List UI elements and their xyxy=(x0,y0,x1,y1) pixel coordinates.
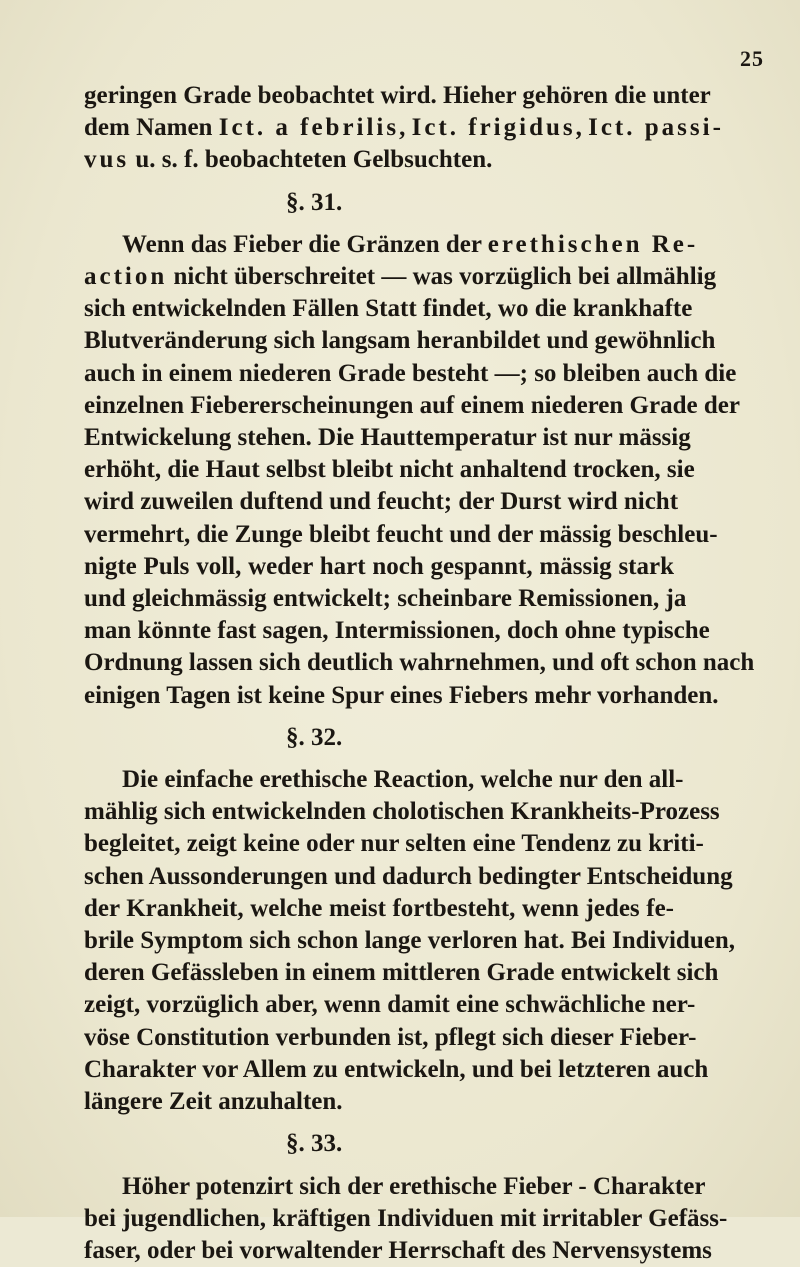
paragraph-intro xyxy=(84,80,674,177)
spaced-term: Ict. a febrilis xyxy=(219,114,399,141)
text-line: längere Zeit anzuhalten. xyxy=(84,1086,674,1118)
text-block xyxy=(84,80,674,1267)
text-line: Entwickelung stehen. Die Hauttemperatur ist nur mässig xyxy=(84,422,674,454)
text-line: und gleichmässig entwickelt; scheinbare Remissionen, ja xyxy=(84,583,674,615)
text-line: Höher potenzirt sich der erethische Fieber - Charakter xyxy=(84,1171,674,1203)
text-run: dem Namen xyxy=(84,114,219,141)
text-line: brile Symptom sich schon lange verloren hat. Bei Individuen, xyxy=(84,925,674,957)
spaced-term: Ict. passi- xyxy=(588,114,724,141)
text-line: mählig sich entwickelnden cholotischen Krankheits-Prozess xyxy=(84,796,674,828)
paragraph-section-31 xyxy=(84,229,674,712)
text-line: Charakter vor Allem zu entwickeln, und bei letzteren auch xyxy=(84,1054,674,1086)
spaced-term: erethischen Re- xyxy=(488,231,698,258)
text-line: deren Gefässleben in einem mittleren Grade entwickelt sich xyxy=(84,957,674,989)
section-heading-32: §. 32. xyxy=(84,722,674,754)
text-line: der Krankheit, welche meist fortbesteht, wenn jedes fe- xyxy=(84,893,674,925)
text-line: faser, oder bei vorwaltender Herrschaft des Nervensystems xyxy=(84,1235,674,1267)
section-heading-33: §. 33. xyxy=(84,1128,674,1160)
text-line: schen Aussonderungen und dadurch bedingter Entscheidung xyxy=(84,861,674,893)
text-line: man könnte fast sagen, Intermissionen, doch ohne typische xyxy=(84,615,674,647)
text-line: bei jugendlichen, kräftigen Individuen mit irritabler Gefäss- xyxy=(84,1203,674,1235)
text-line xyxy=(84,112,674,144)
text-line xyxy=(84,229,674,261)
text-run: Wenn das Fieber die Gränzen der xyxy=(122,231,488,258)
text-line: Die einfache erethische Reaction, welche nur den all- xyxy=(84,764,674,796)
text-line: Blutveränderung sich langsam heranbildet und gewöhnlich xyxy=(84,325,674,357)
spaced-term: vus xyxy=(84,146,129,173)
text-line: wird zuweilen duftend und feucht; der Durst wird nicht xyxy=(84,486,674,518)
text-line xyxy=(84,261,674,293)
text-line: erhöht, die Haut selbst bleibt nicht anhaltend trocken, sie xyxy=(84,454,674,486)
text-run: nicht überschreitet — was vorzüglich bei allmählig xyxy=(167,263,716,290)
text-line: geringen Grade beobachtet wird. Hieher gehören die unter xyxy=(84,80,674,112)
text-line: auch in einem niederen Grade besteht —; so bleiben auch die xyxy=(84,358,674,390)
text-line: nigte Puls voll, weder hart noch gespannt, mässig stark xyxy=(84,551,674,583)
text-line: begleitet, zeigt keine oder nur selten eine Tendenz zu kriti- xyxy=(84,828,674,860)
text-line: vermehrt, die Zunge bleibt feucht und der mässig beschleu- xyxy=(84,519,674,551)
spaced-term: Ict. frigidus xyxy=(412,114,576,141)
text-line: vöse Constitution verbunden ist, pflegt sich dieser Fieber- xyxy=(84,1022,674,1054)
text-line: einigen Tagen ist keine Spur eines Fiebers mehr vorhanden. xyxy=(84,680,674,712)
paragraph-section-33 xyxy=(84,1171,674,1267)
text-line: sich entwickelnden Fällen Statt findet, wo die krankhafte xyxy=(84,293,674,325)
text-run: , xyxy=(399,114,412,141)
text-line: Ordnung lassen sich deutlich wahrnehmen, und oft schon nach xyxy=(84,647,674,679)
text-line xyxy=(84,144,674,176)
text-line: einzelnen Fiebererscheinungen auf einem niederen Grade der xyxy=(84,390,674,422)
paragraph-section-32 xyxy=(84,764,674,1118)
page-number: 25 xyxy=(740,46,764,72)
text-run: , xyxy=(576,114,589,141)
spaced-term: action xyxy=(84,263,167,290)
text-line: zeigt, vorzüglich aber, wenn damit eine schwächliche ner- xyxy=(84,989,674,1021)
text-run: u. s. f. beobachteten Gelbsuchten. xyxy=(129,146,492,173)
section-heading-31: §. 31. xyxy=(84,187,674,219)
